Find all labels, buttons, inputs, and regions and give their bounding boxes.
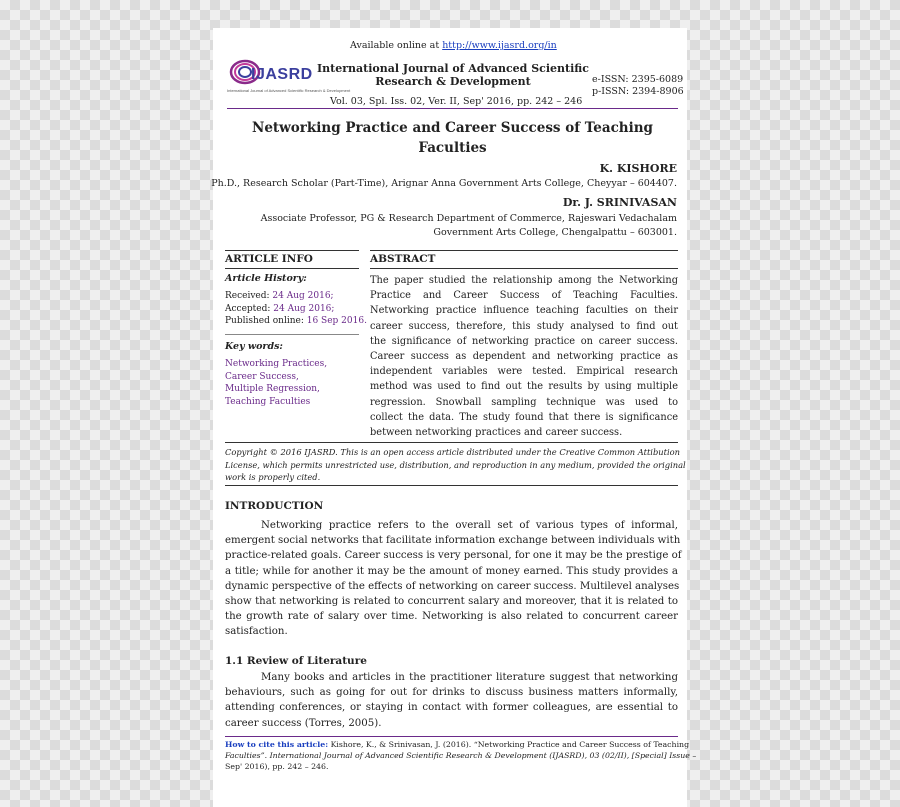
p-issn: p-ISSN: 2394-8906 bbox=[592, 86, 684, 97]
review-body bbox=[225, 670, 678, 731]
abstract-line: between networking practices and career success. bbox=[370, 427, 623, 439]
article-info-top-rule bbox=[225, 250, 359, 251]
review-line: career success (Torres, 2005). bbox=[225, 717, 382, 729]
introduction-line: show that networking is related to concurrent salary and moreover, that it is related to bbox=[225, 596, 678, 608]
author-2-name: Dr. J. SRINIVASAN bbox=[562, 196, 677, 209]
abstract-line: Career success as dependent and networking practice as bbox=[370, 351, 678, 363]
introduction-line: emergent social networks that facilitate information exchange between individuals with bbox=[225, 535, 681, 547]
introduction-line: the growth rate of salary over time. Networking is also related to concurrent career bbox=[225, 611, 678, 623]
received-label: Received: bbox=[225, 291, 273, 301]
accepted-line bbox=[225, 303, 367, 316]
keyword-item: Teaching Faculties bbox=[225, 396, 311, 407]
abstract-bottom-rule bbox=[370, 268, 678, 269]
introduction-line: practice-related goals. Career success is very personal, for one it may be the prestige of bbox=[225, 550, 682, 562]
citation-label: How to cite this article: bbox=[225, 740, 329, 749]
introduction-body bbox=[225, 518, 682, 640]
introduction-heading: INTRODUCTION bbox=[225, 500, 324, 512]
keyword-item: Multiple Regression, bbox=[225, 384, 320, 394]
logo-text: IJASRD bbox=[251, 66, 313, 83]
accepted-date: 24 Aug 2016; bbox=[273, 303, 335, 314]
header-divider bbox=[227, 108, 678, 109]
citation-block bbox=[225, 739, 697, 772]
author-1-name: K. KISHORE bbox=[599, 162, 677, 175]
received-line bbox=[225, 290, 367, 303]
copyright-line: License, which permits unrestricted use, distribution, and reproduction in any medium, provided the original bbox=[225, 459, 686, 470]
abstract-line: career success, therefore, this study analysed to find out bbox=[370, 320, 678, 332]
journal-logo bbox=[227, 54, 351, 98]
abstract-line: regression. Snowball sampling technique was used to bbox=[370, 396, 678, 408]
abstract-line: independent variables were tested. Empirical research bbox=[370, 366, 678, 378]
keywords-rule bbox=[225, 334, 359, 335]
review-line: behaviours, such as going for out for drinks to discuss business matters informally, bbox=[225, 687, 678, 699]
article-info-bottom-rule bbox=[225, 268, 359, 269]
review-line: attending conferences, or staying in contact with former colleagues, are essential to bbox=[225, 702, 678, 714]
citation-rule bbox=[225, 736, 678, 737]
paper-title-line-1: Networking Practice and Career Success of Teaching bbox=[252, 120, 653, 136]
journal-title bbox=[313, 62, 593, 88]
author-1-affiliation: Ph.D., Research Scholar (Part-Time), Arignar Anna Government Arts College, Cheyyar – 604407. bbox=[211, 178, 677, 189]
article-history bbox=[225, 290, 367, 328]
abstract-line: The paper studied the relationship among the Networking bbox=[370, 275, 678, 286]
abstract-line: method was used to find out the results by using multiple bbox=[370, 381, 678, 393]
paper-page bbox=[211, 28, 697, 807]
keywords-heading: Key words: bbox=[225, 341, 283, 352]
abstract-line: the significance of networking practice on career success. bbox=[370, 335, 678, 347]
keyword-item: Career Success, bbox=[225, 371, 299, 382]
copyright-line: Copyright © 2016 IJASRD. This is an open access article distributed under the Creative Common Attibution bbox=[225, 447, 680, 457]
copyright-notice bbox=[225, 446, 686, 484]
volume-info: Vol. 03, Spl. Iss. 02, Ver. II, Sep' 2016, pp. 242 – 246 bbox=[330, 96, 583, 107]
introduction-line: a title; while for another it may be the amount of money earned. This study provides a bbox=[225, 565, 678, 577]
abstract-heading: ABSTRACT bbox=[370, 253, 436, 265]
published-date: 16 Sep 2016. bbox=[306, 316, 367, 326]
logo-subtitle: International Journal of Advanced Scientific Research & Development bbox=[227, 88, 351, 93]
citation-line-2: Faculties”. International Journal of Advanced Scientific Research & Development (IJASRD), 03 (02/II), [Special] Issue – bbox=[225, 751, 697, 760]
article-info-heading: ARTICLE INFO bbox=[225, 253, 313, 265]
accepted-label: Accepted: bbox=[225, 303, 274, 314]
copyright-bottom-rule bbox=[225, 485, 678, 486]
paper-title bbox=[227, 118, 678, 158]
introduction-line: dynamic perspective of the effects of networking on career success. Multilevel analyses bbox=[225, 580, 680, 592]
keywords-list bbox=[225, 358, 327, 408]
abstract-top-rule bbox=[370, 250, 678, 251]
review-heading: 1.1 Review of Literature bbox=[225, 655, 367, 667]
available-prefix: Available online at bbox=[350, 40, 443, 51]
abstract-line: Practice and Career Success of Teaching Faculties. bbox=[370, 290, 678, 302]
issn-block bbox=[592, 74, 684, 98]
published-line bbox=[225, 315, 367, 328]
abstract-line: Networking practice influence teaching faculties on their bbox=[370, 305, 678, 317]
received-date: 24 Aug 2016; bbox=[272, 291, 334, 301]
author-2-affiliation bbox=[261, 212, 677, 240]
copyright-line: work is properly cited. bbox=[225, 472, 321, 482]
available-online bbox=[350, 40, 557, 51]
author-2-affiliation-line-1: Associate Professor, PG & Research Department of Commerce, Rajeswari Vedachalam bbox=[260, 213, 677, 224]
article-history-heading: Article History: bbox=[225, 273, 307, 284]
review-line: Many books and articles in the practitioner literature suggest that networking bbox=[261, 672, 678, 683]
journal-title-line-2: Research & Development bbox=[375, 75, 531, 88]
paper-title-line-2: Faculties bbox=[418, 140, 487, 156]
citation-line-1 bbox=[225, 739, 690, 750]
e-issn: e-ISSN: 2395-6089 bbox=[592, 74, 684, 85]
journal-title-line-1: International Journal of Advanced Scientific bbox=[317, 62, 589, 75]
copyright-top-rule bbox=[225, 442, 678, 443]
introduction-line: Networking practice refers to the overall set of various types of informal, bbox=[261, 520, 678, 531]
author-2-affiliation-line-2: Government Arts College, Chengalpattu – 603001. bbox=[433, 227, 677, 238]
journal-url-link[interactable]: http://www.ijasrd.org/in bbox=[442, 40, 557, 51]
citation-line-1-text: Kishore, K., & Srinivasan, J. (2016). “Networking Practice and Career Success of Teaching bbox=[328, 740, 690, 749]
abstract-body bbox=[370, 273, 678, 440]
keyword-item: Networking Practices, bbox=[225, 359, 328, 369]
citation-line-3: Sep' 2016), pp. 242 – 246. bbox=[225, 762, 329, 771]
published-label: Published online: bbox=[225, 316, 307, 326]
introduction-line: satisfaction. bbox=[225, 626, 288, 638]
abstract-line: collect the data. The study found that there is significance bbox=[370, 411, 678, 423]
